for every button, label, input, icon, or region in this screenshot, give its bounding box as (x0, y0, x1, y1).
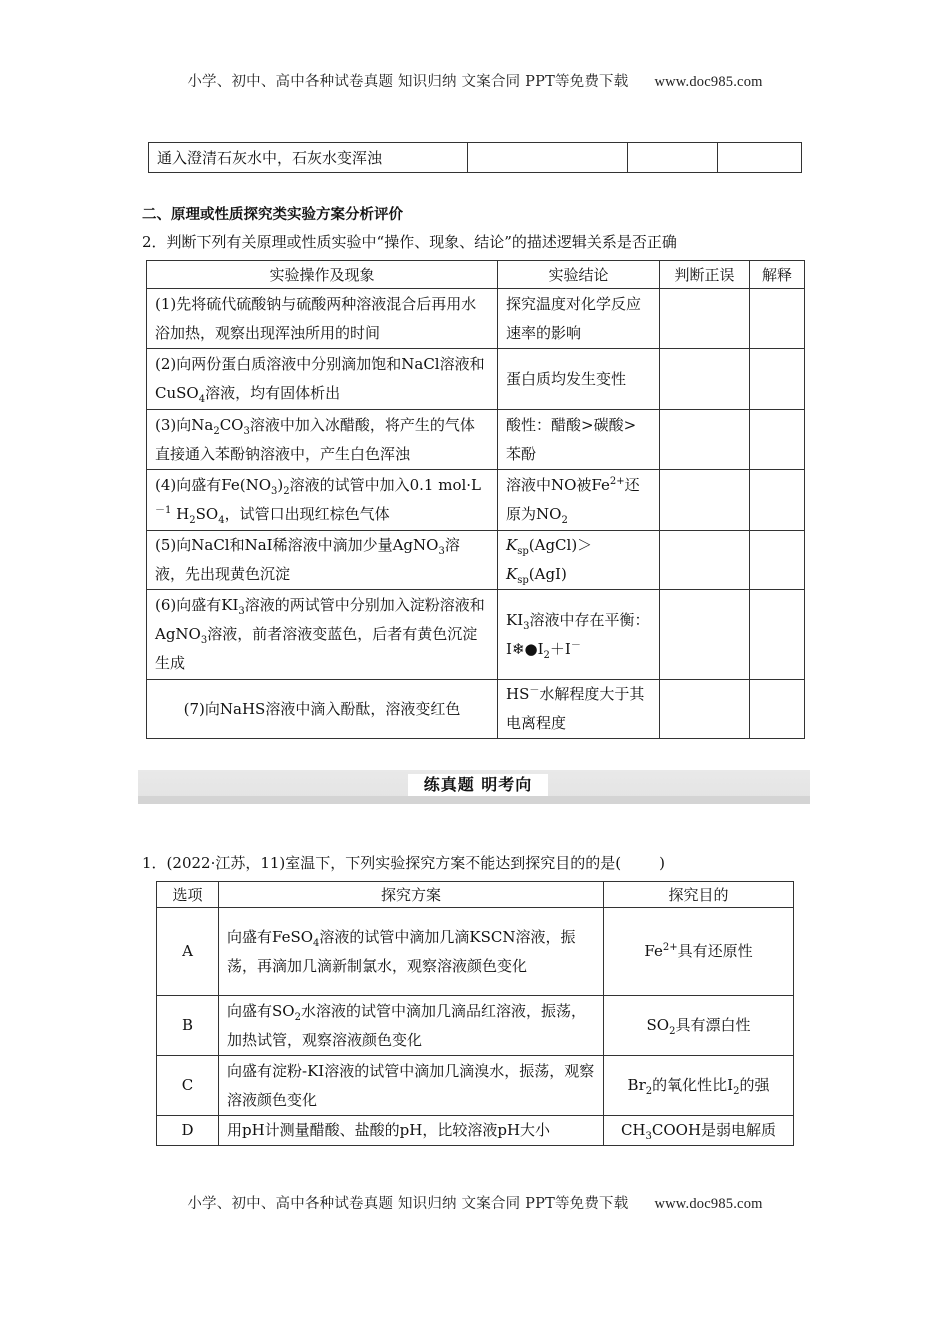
table-row (149, 143, 802, 173)
plan-cell: 用pH计测量醋酸、盐酸的pH，比较溶液pH大小 (219, 1116, 604, 1146)
conclusion-cell: 溶液中NO被$Fe^{2+}$还原为$NO_2$ (498, 470, 660, 531)
question-2: 2．判断下列有关原理或性质实验中“操作、现象、结论”的描述逻辑关系是否正确 (142, 233, 677, 251)
header-url[interactable]: www.doc985.com (654, 74, 763, 90)
table-row (147, 470, 805, 531)
table-row (147, 531, 805, 590)
col-header-operation: 实验操作及现象 (147, 261, 498, 289)
explanation-cell (750, 590, 805, 680)
table-row (157, 908, 794, 996)
judgement-cell (660, 590, 750, 680)
table-row (157, 996, 794, 1056)
table-header-row (147, 261, 805, 289)
operation-cell: (5)向NaCl和NaI稀溶液中滴加少量AgNO$_3$溶液，先出现黄色沉淀 (147, 531, 498, 590)
table-row (147, 680, 805, 739)
plan-cell: 向盛有$SO_2$水溶液的试管中滴加几滴品红溶液，振荡，加热试管，观察溶液颜色变化 (219, 996, 604, 1056)
operation-cell: (6)向盛有$KI_3$溶液的两试管中分别加入淀粉溶液和AgNO$_3$溶液，前者溶液变蓝色，后者有黄色沉淀生成 (147, 590, 498, 680)
judgement-cell (660, 289, 750, 349)
goal-cell: $SO_2$具有漂白性 (604, 996, 794, 1056)
page-header (0, 70, 950, 91)
conclusion-cell: $KI_3$溶液中存在平衡：$I❄●I_2+I^-$ (498, 590, 660, 680)
conclusion-cell: 蛋白质均发生变性 (498, 349, 660, 410)
explanation-cell (750, 680, 805, 739)
table-row (157, 1116, 794, 1146)
header-text: 小学、初中、高中各种试卷真题 知识归纳 文案合同 PPT等免费下载 (187, 74, 629, 90)
col-header-conclusion: 实验结论 (498, 261, 660, 289)
footer-url[interactable]: www.doc985.com (654, 1196, 763, 1212)
table-row (147, 410, 805, 470)
table-cell: 通入澄清石灰水中，石灰水变浑浊 (149, 143, 468, 173)
conclusion-cell: 酸性：醋酸>碳酸>苯酚 (498, 410, 660, 470)
table-row (147, 289, 805, 349)
judgement-cell (660, 349, 750, 410)
option-cell: B (157, 996, 219, 1056)
goal-cell: $CH_3COOH$是弱电解质 (604, 1116, 794, 1146)
section-title: 二、原理或性质探究类实验方案分析评价 (142, 207, 403, 223)
equilibrium-arrow-icon: ❄● (511, 639, 538, 658)
explanation-cell (750, 349, 805, 410)
plan-cell: 向盛有FeSO$_4$溶液的试管中滴加几滴KSCN溶液，振荡，再滴加几滴新制氯水，观察溶液颜色变化 (219, 908, 604, 996)
judgement-cell (660, 410, 750, 470)
conclusion-cell: HS－水解程度大于其电离程度 (498, 680, 660, 739)
table-row (157, 1056, 794, 1116)
question-1: 1．(2022·江苏，11)室温下，下列实验探究方案不能达到探究目的的是( ) (142, 854, 665, 872)
judgement-table (146, 260, 805, 739)
conclusion-cell: 探究温度对化学反应速率的影响 (498, 289, 660, 349)
plan-cell: 向盛有淀粉-KI溶液的试管中滴加几滴溴水，振荡，观察溶液颜色变化 (219, 1056, 604, 1116)
option-cell: D (157, 1116, 219, 1146)
explanation-cell (750, 410, 805, 470)
explanation-cell (750, 531, 805, 590)
col-header-explanation: 解释 (750, 261, 805, 289)
table-cell-empty (468, 143, 628, 173)
col-header-judgement: 判断正误 (660, 261, 750, 289)
judgement-cell (660, 531, 750, 590)
table-cell-empty (718, 143, 802, 173)
judgement-cell (660, 470, 750, 531)
table-cell-empty (628, 143, 718, 173)
table-row (147, 590, 805, 680)
operation-cell: (2)向两份蛋白质溶液中分别滴加饱和NaCl溶液和CuSO$_4$溶液，均有固体析出 (147, 349, 498, 410)
goal-cell: $Br_2$的氧化性比$I_2$的强 (604, 1056, 794, 1116)
judgement-cell (660, 680, 750, 739)
table-header-row (157, 882, 794, 908)
col-header-goal: 探究目的 (604, 882, 794, 908)
explanation-cell (750, 289, 805, 349)
operation-cell: (4)向盛有$Fe(NO_3)_2$溶液的试管中加入0.1 $mol\cdot L^{-1}$ $H_2SO_4$，试管口出现红棕色气体 (147, 470, 498, 531)
explanation-cell (750, 470, 805, 531)
option-cell: C (157, 1056, 219, 1116)
col-header-plan: 探究方案 (219, 882, 604, 908)
table-row (147, 349, 805, 410)
footer-text: 小学、初中、高中各种试卷真题 知识归纳 文案合同 PPT等免费下载 (187, 1196, 629, 1212)
banner-strip (138, 796, 810, 804)
operation-cell: (7)向NaHS溶液中滴入酚酞，溶液变红色 (147, 680, 498, 739)
conclusion-cell: $K_{sp}(AgCl)>K_{sp}(AgI)$ (498, 531, 660, 590)
section-banner (138, 770, 810, 804)
operation-cell: (1)先将硫代硫酸钠与硫酸两种溶液混合后再用水浴加热，观察出现浑浊所用的时间 (147, 289, 498, 349)
options-table (156, 881, 794, 1146)
banner-label: 练真题 明考向 (408, 774, 548, 796)
option-cell: A (157, 908, 219, 996)
continued-table (148, 142, 802, 173)
col-header-option: 选项 (157, 882, 219, 908)
goal-cell: $Fe^{2+}$具有还原性 (604, 908, 794, 996)
page-footer (0, 1192, 950, 1213)
operation-cell: (3)向$Na_2CO_3$溶液中加入冰醋酸，将产生的气体直接通入苯酚钠溶液中，产生白色浑浊 (147, 410, 498, 470)
